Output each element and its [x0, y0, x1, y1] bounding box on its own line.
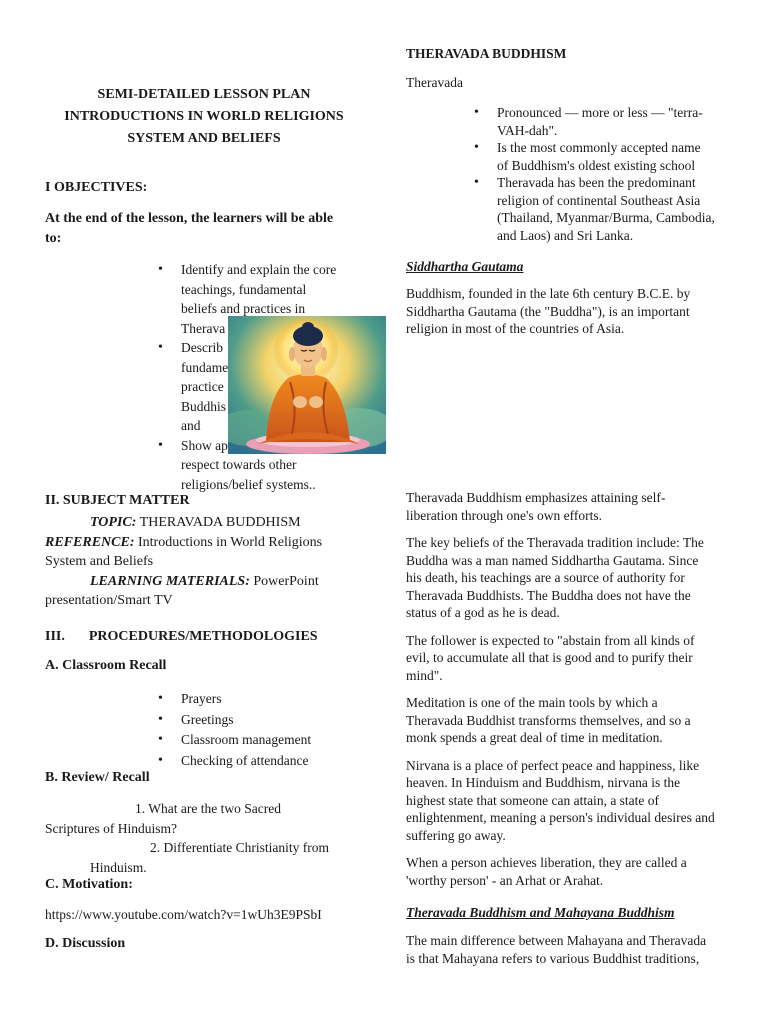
objectives-intro — [45, 209, 375, 249]
paragraph-line: Meditation is one of the main tools by which a — [406, 695, 658, 710]
recall-item: • Greetings — [181, 710, 381, 731]
header-line: INTRODUCTIONS IN WORLD RELIGIONS — [64, 109, 344, 124]
paragraph-line: his death, his teachings are a source of authority for — [406, 570, 685, 585]
intro-bullet — [497, 104, 737, 139]
objective-line: fundame — [181, 359, 229, 375]
paragraph — [406, 632, 736, 685]
objective-line: Buddhis — [181, 398, 227, 414]
paragraph-line: liberation through one's own efforts. — [406, 507, 603, 523]
paragraph — [406, 694, 736, 747]
siddhartha-line: Buddhism, founded in the late 6th century B.C.E. by — [406, 286, 691, 301]
paragraph-line: The key beliefs of the Theravada tradition include: The — [406, 535, 704, 550]
siddhartha-line: Siddhartha Gautama (the "Buddha"), is an important — [406, 303, 690, 319]
reference-line — [45, 533, 375, 553]
review-questions — [45, 799, 375, 877]
paragraph-line: highest state that someone can attain, a state of — [406, 792, 660, 808]
paragraph-line: The follower is expected to "abstain from all kinds of — [406, 632, 695, 648]
discussion-heading: D. Discussion — [45, 936, 126, 951]
objective-line: teachings, fundamental — [181, 281, 307, 297]
subject-matter — [45, 513, 375, 611]
paragraph-line: mind". — [406, 667, 443, 683]
recall-item: • Classroom management — [181, 730, 381, 751]
motivation-link[interactable]: https://www.youtube.com/watch?v=1wUh3E9PSbI — [45, 907, 322, 922]
topic-value: THERAVADA BUDDHISM — [136, 515, 301, 530]
intro-bullet — [497, 139, 737, 174]
review-question-1-cont: Scriptures of Hinduism? — [45, 820, 177, 836]
paragraph-line: heaven. In Hinduism and Buddhism, nirvana is the — [406, 775, 681, 790]
objectives-intro-line: At the end of the lesson, the learners will be able — [45, 211, 334, 226]
classroom-recall-heading: A. Classroom Recall — [45, 658, 167, 673]
paragraph-line: suffering go away. — [406, 827, 506, 843]
materials-value: PowerPoint — [249, 573, 319, 589]
subject-matter-heading: II. SUBJECT MATTER — [45, 493, 190, 508]
paragraph-line: Theravada Buddhist transforms themselves, and so a — [406, 712, 691, 728]
objective-line: Therava — [181, 320, 226, 336]
right-title: THERAVADA BUDDHISM — [406, 46, 567, 61]
classroom-recall-list — [181, 689, 381, 771]
lesson-plan-header — [34, 84, 374, 150]
theravada-intro-list — [497, 104, 737, 244]
motivation-heading: C. Motivation: — [45, 877, 133, 892]
objective-line: and — [181, 418, 201, 433]
objective-line: • Describ — [181, 340, 223, 355]
paragraph-line: Theravada Buddhists. The Buddha does not have the — [406, 587, 691, 603]
mahayana-heading: Theravada Buddhism and Mahayana Buddhism — [406, 905, 675, 920]
header-line: SEMI-DETAILED LESSON PLAN — [97, 87, 311, 102]
objective-line: religions/belief systems.. — [181, 476, 316, 492]
paragraph — [406, 489, 736, 524]
theravada-paragraphs — [406, 489, 736, 899]
review-question-1: 1. What are the two Sacred — [135, 801, 281, 816]
procedures-heading — [45, 629, 318, 645]
paragraph-line: status of a god as he is dead. — [406, 605, 560, 620]
buddha-image — [228, 316, 386, 454]
reference-value: Introductions in World Religions — [134, 534, 323, 550]
topic-line — [45, 513, 375, 533]
mahayana-line: The main difference between Mahayana and Theravada — [406, 933, 707, 948]
paragraph-line: When a person achieves liberation, they are called a — [406, 855, 687, 870]
intro-bullet — [497, 174, 737, 244]
siddhartha-heading: Siddhartha Gautama — [406, 259, 524, 274]
intro-bullet-line: • Pronounced — more or less — "terra- — [497, 105, 703, 120]
paragraph-line: evil, to accumulate all that is good and to purify their — [406, 650, 693, 665]
siddhartha-paragraph — [406, 285, 736, 338]
objective-line: • Show ap — [181, 437, 228, 453]
intro-bullet-line: religion of continental Southeast Asia — [497, 192, 701, 208]
intro-bullet-line: (Thailand, Myanmar/Burma, Cambodia, — [497, 210, 715, 225]
mahayana-line: is that Mahayana refers to various Buddhist traditions, — [406, 950, 700, 966]
materials-line — [45, 572, 375, 592]
procedures-number: III. — [45, 629, 65, 644]
intro-bullet-line: VAH-dah". — [497, 122, 558, 138]
topic-label: TOPIC: — [90, 515, 137, 530]
paragraph — [406, 854, 736, 889]
paragraph-line: monk spends a great deal of time in meditation. — [406, 730, 663, 745]
paragraph — [406, 757, 736, 845]
intro-bullet-line: and Laos) and Sri Lanka. — [497, 227, 634, 243]
review-question-2-cont: Hinduism. — [90, 859, 147, 875]
siddhartha-line: religion in most of the countries of Asia. — [406, 321, 625, 336]
recall-item: • Checking of attendance — [181, 751, 381, 772]
intro-bullet-line: • Theravada has been the predominant — [497, 175, 696, 190]
objectives-intro-line: to: — [45, 231, 62, 246]
intro-bullet-line: • Is the most commonly accepted name — [497, 140, 701, 155]
objective-line: • Identify and explain the core — [181, 262, 337, 277]
paragraph-line: enlightenment, meaning a person's individual desires and — [406, 810, 715, 825]
mahayana-paragraph — [406, 932, 736, 967]
paragraph-line: Nirvana is a place of perfect peace and happiness, like — [406, 757, 700, 773]
paragraph-line: 'worthy person' - an Arhat or Arahat. — [406, 872, 604, 888]
paragraph-line: Buddha was a man named Siddhartha Gautama. Since — [406, 552, 699, 568]
header-line: SYSTEM AND BELIEFS — [127, 131, 281, 146]
intro-bullet-line: of Buddhism's oldest existing school — [497, 157, 696, 173]
objective-line: practice — [181, 379, 224, 394]
materials-label: LEARNING MATERIALS: — [90, 573, 250, 589]
reference-label: REFERENCE: — [45, 534, 135, 550]
objective-line: respect towards other — [181, 457, 297, 472]
procedures-title: PROCEDURES/METHODOLOGIES — [88, 629, 318, 644]
review-question-2: 2. Differentiate Christianity from — [150, 840, 329, 855]
paragraph — [406, 534, 736, 622]
recall-item: • Prayers — [181, 689, 381, 710]
review-heading: B. Review/ Recall — [45, 770, 150, 785]
materials-line-2: presentation/Smart TV — [45, 593, 173, 608]
intro-word: Theravada — [406, 75, 463, 90]
buddha-illustration — [228, 316, 386, 454]
paragraph-line: Theravada Buddhism emphasizes attaining self- — [406, 490, 666, 505]
reference-line-2: System and Beliefs — [45, 554, 154, 569]
objectives-heading: I OBJECTIVES: — [45, 180, 148, 195]
objective-line: beliefs and practices in — [181, 301, 306, 316]
